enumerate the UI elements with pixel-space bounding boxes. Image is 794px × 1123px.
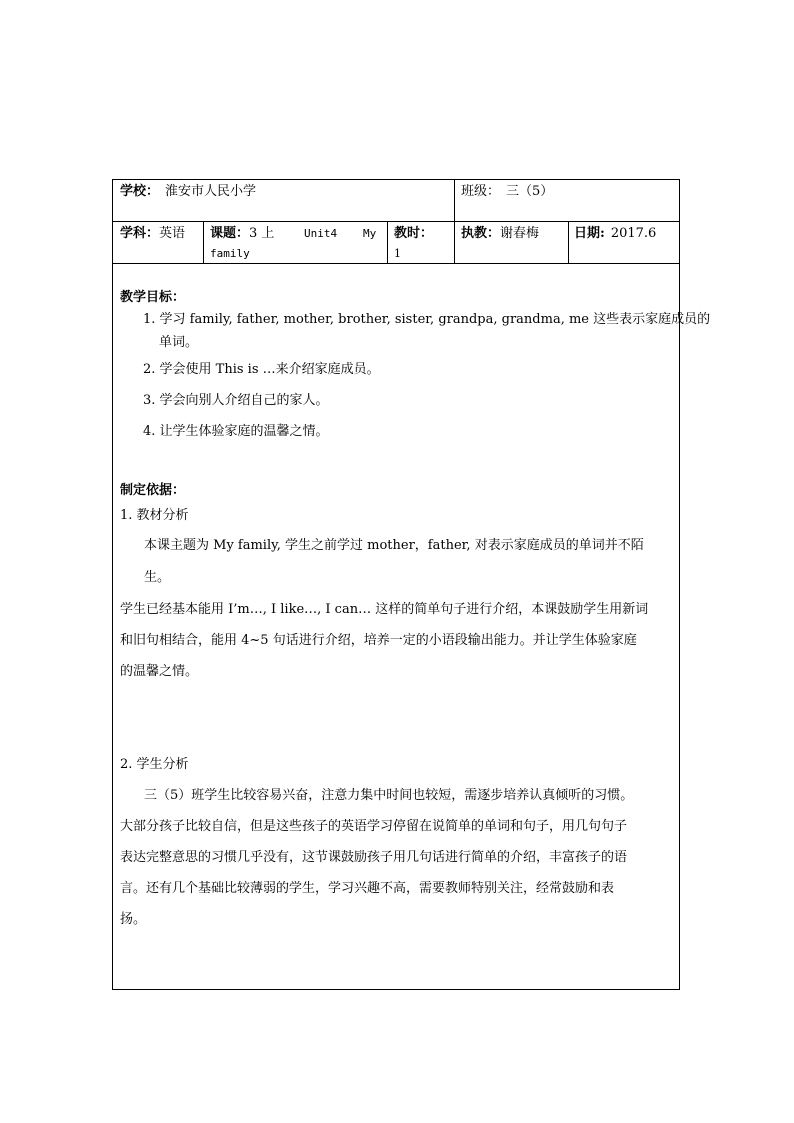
subject-value: 英语 (159, 226, 186, 241)
objective-item-2: 2. 学会使用 This is …来介绍家庭成员。 (143, 362, 380, 377)
column-divider (454, 222, 455, 263)
topic-label: 课题： (210, 226, 250, 241)
column-divider (568, 222, 569, 263)
column-divider (454, 180, 455, 221)
column-divider (387, 222, 388, 263)
topic-value-my: My (363, 227, 377, 240)
basis-heading: 制定依据： (120, 483, 186, 498)
basis-section-2-title: 2. 学生分析 (120, 757, 189, 772)
topic-value-unit: Unit4 (304, 227, 338, 240)
basis-s2-line-1: 三（5）班学生比较容易兴奋，注意力集中时间也较短，需逐步培养认真倾听的习惯。 (144, 788, 634, 803)
subject-label: 学科： (120, 226, 160, 241)
topic-value-line2: family (210, 247, 250, 260)
teacher-field (461, 224, 539, 244)
topic-value-part1: 3 上 (249, 226, 275, 241)
period-label: 教时： (394, 226, 434, 241)
class-value: 三（5） (506, 184, 554, 199)
basis-s1-paragraph-1: 本课主题为 My family, 学生之前学过 mother，father, 对表示家庭成员的单词并不陌 (144, 538, 644, 553)
date-label: 日期: (574, 226, 605, 241)
subject-field (120, 224, 185, 244)
date-value: 2017.6 (610, 226, 657, 241)
teacher-value: 谢春梅 (500, 226, 540, 241)
school-value: 淮安市人民小学 (165, 184, 257, 199)
period-field (394, 224, 433, 244)
basis-s1-paragraph-1-cont: 生。 (144, 570, 171, 585)
school-label: 学校： (120, 184, 160, 199)
lesson-plan-table (112, 179, 711, 990)
school-field (120, 182, 256, 202)
class-label: 班级： (461, 184, 501, 199)
objectives-heading: 教学目标： (120, 290, 186, 305)
objective-item-3: 3. 学会向别人介绍自己的家人。 (143, 393, 329, 408)
column-divider (203, 222, 204, 263)
period-value: 1 (394, 247, 401, 260)
basis-s1-paragraph-2-cont: 和旧句相结合，能用 4~5 句话进行介绍，培养一定的小语段输出能力。并让学生体验家庭 (120, 633, 637, 648)
basis-s2-line-2: 大部分孩子比较自信，但是这些孩子的英语学习停留在说简单的单词和句子，用几句句子 (120, 819, 628, 834)
basis-s2-line-3: 表达完整意思的习惯几乎没有，这节课鼓励孩子用几句话进行简单的介绍，丰富孩子的语 (120, 850, 628, 865)
objective-item-1-cont: 单词。 (159, 335, 199, 350)
basis-s1-paragraph-2-end: 的温馨之情。 (120, 664, 199, 679)
objective-item-1: 1. 学习 family, father, mother, brother, sister, grandpa, grandma, me 这些表示家庭成员的 (143, 312, 711, 327)
basis-s2-line-5: 扬。 (120, 912, 147, 927)
basis-s2-line-4: 言。还有几个基础比较薄弱的学生，学习兴趣不高，需要教师特别关注，经常鼓励和表 (120, 881, 615, 896)
header-row-2 (113, 222, 679, 264)
header-row-1 (113, 180, 679, 222)
date-field (574, 224, 656, 244)
topic-field (210, 224, 380, 244)
class-field (461, 182, 553, 202)
basis-s1-paragraph-2: 学生已经基本能用 I’m…, I like…, I can… 这样的简单句子进行介绍，本课鼓励学生用新词 (120, 602, 649, 617)
objective-item-4: 4. 让学生体验家庭的温馨之情。 (143, 424, 329, 439)
teacher-label: 执教： (461, 226, 501, 241)
basis-section-1-title: 1. 教材分析 (120, 508, 189, 523)
